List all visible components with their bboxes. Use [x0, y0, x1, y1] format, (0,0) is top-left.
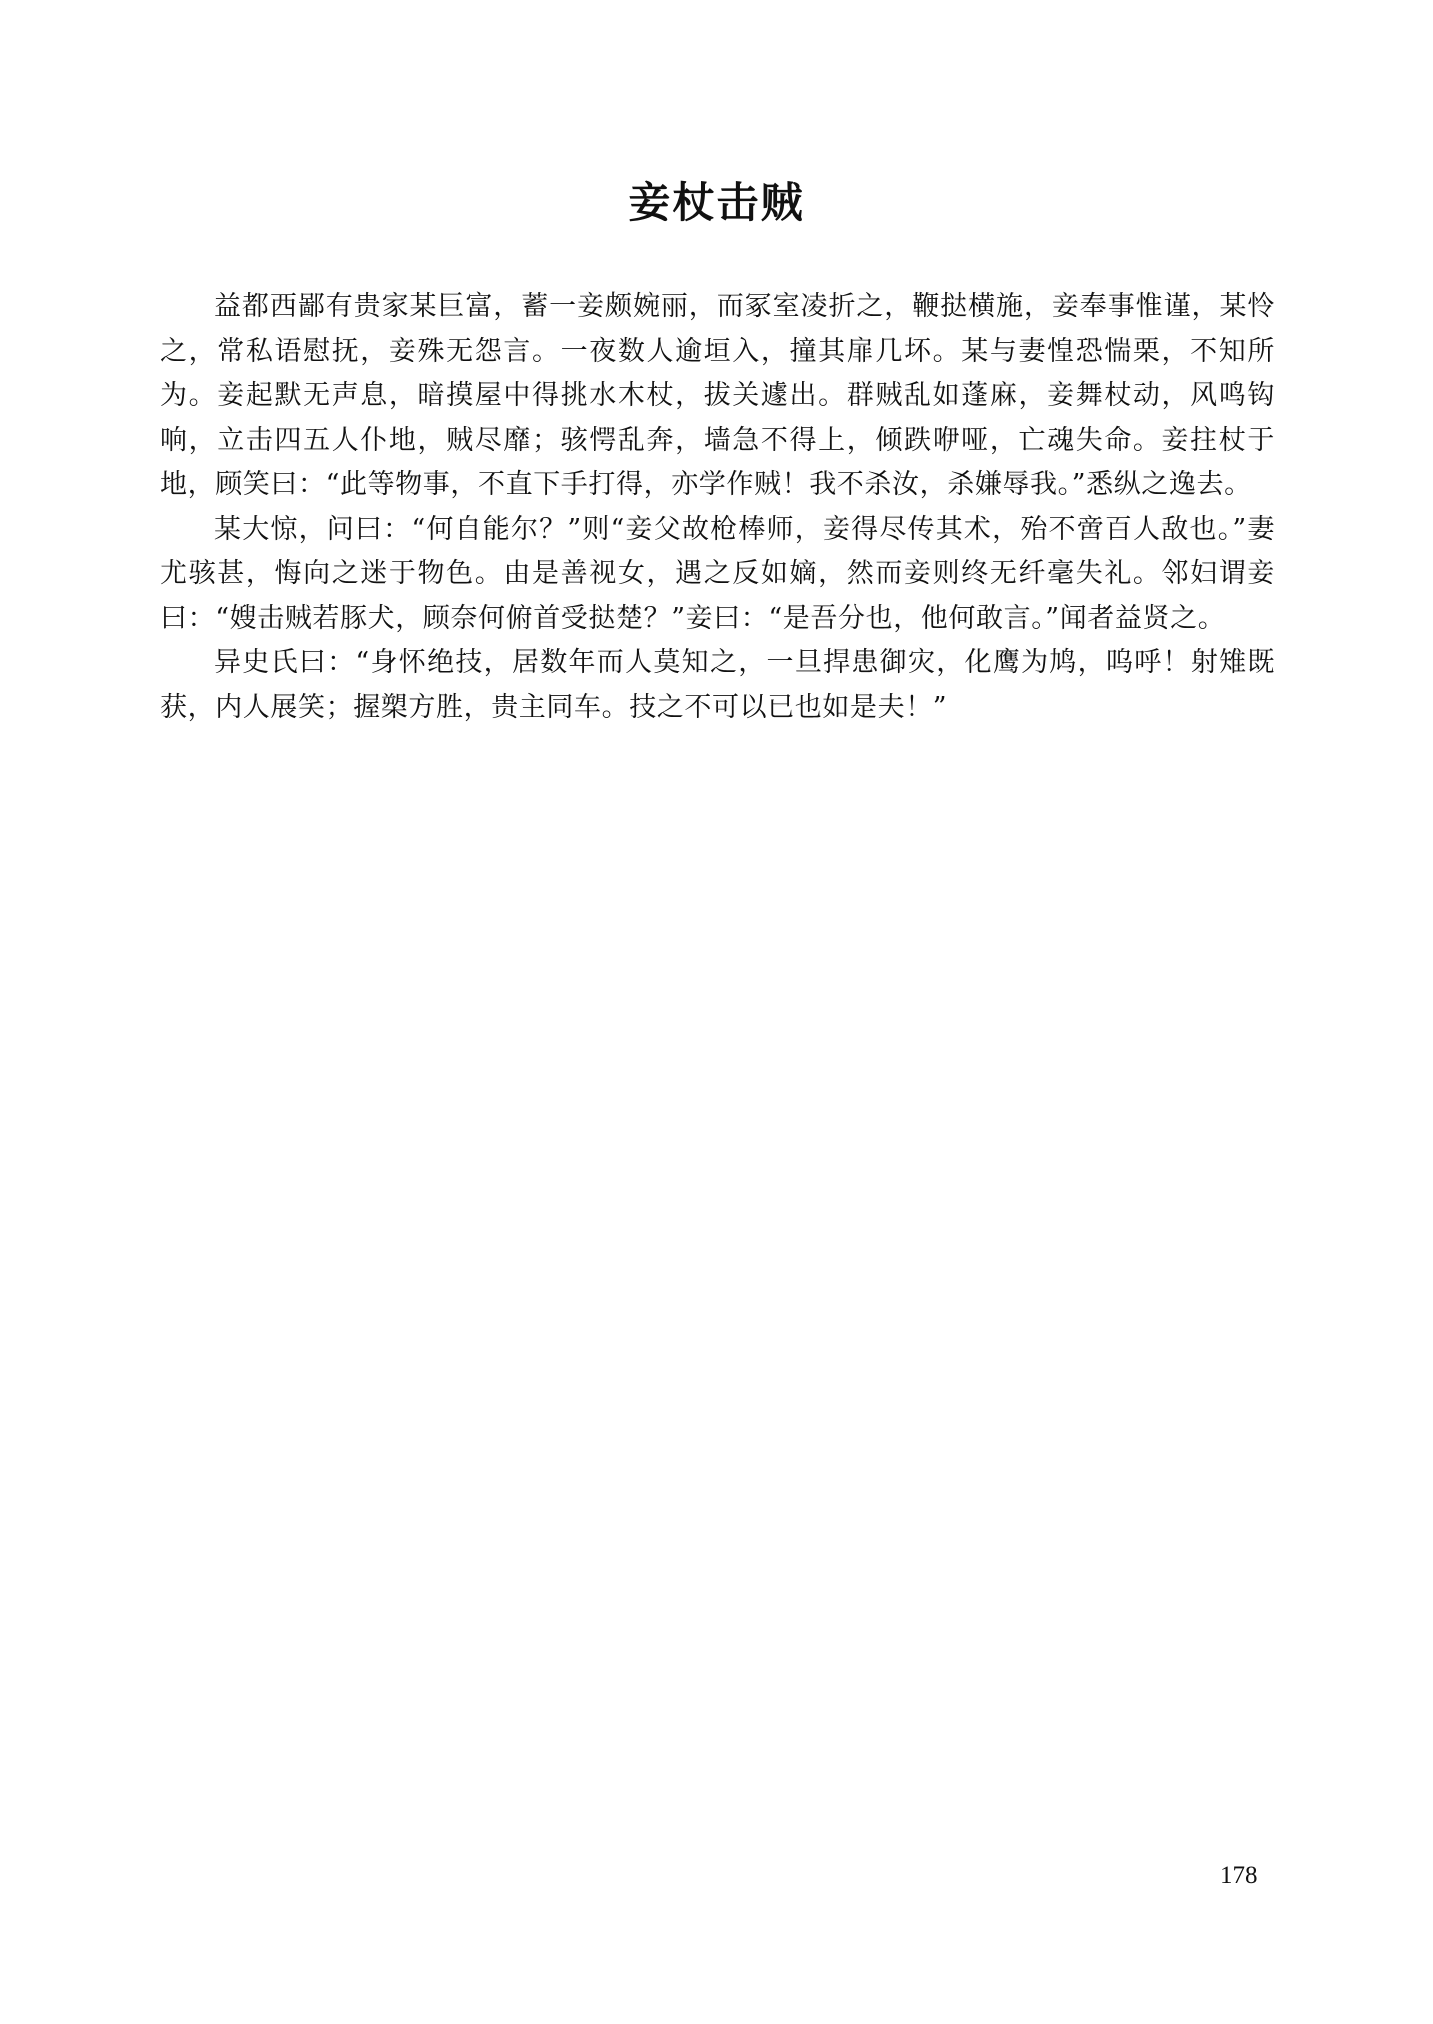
paragraph: 某大惊，问曰：“何自能尔？”则“妾父故枪棒师，妾得尽传其术，殆不啻百人敌也。”妻尤骇甚，悔向之迷于物色。由是善视女，遇之反如嫡，然而妾则终无纤毫失礼。邻妇谓妾曰：“嫂击贼若豚犬，顾奈何俯首受挞楚？”妾曰：“是吾分也，他何敢言。”闻者益贤之。: [160, 513, 1275, 634]
paragraph: 益都西鄙有贵家某巨富，蓄一妾颇婉丽，而冢室凌折之，鞭挞横施，妾奉事惟谨，某怜之，常私语慰抚，妾殊无怨言。一夜数人逾垣入，撞其扉几坏。某与妻惶恐惴栗，不知所为。妾起默无声息，暗摸屋中得挑水木杖，拔关遽出。群贼乱如蓬麻，妾舞杖动，风鸣钩响，立击四五人仆地，贼尽靡；骇愕乱奔，墙急不得上，倾跌咿哑，亡魂失命。妾拄杖于地，顾笑曰：“此等物事，不直下手打得，亦学作贼！我不杀汝，杀嫌辱我。”悉纵之逸去。: [160, 291, 1275, 500]
body-text: [160, 285, 1275, 730]
page-title: 妾杖击贼: [628, 178, 805, 227]
page-number: 178: [1220, 1862, 1258, 1889]
paragraph: 异史氏曰：“身怀绝技，居数年而人莫知之，一旦捍患御灾，化鹰为鸠，呜呼！射雉既获，内人展笑；握槊方胜，贵主同车。技之不可以已也如是夫！”: [160, 647, 1275, 723]
